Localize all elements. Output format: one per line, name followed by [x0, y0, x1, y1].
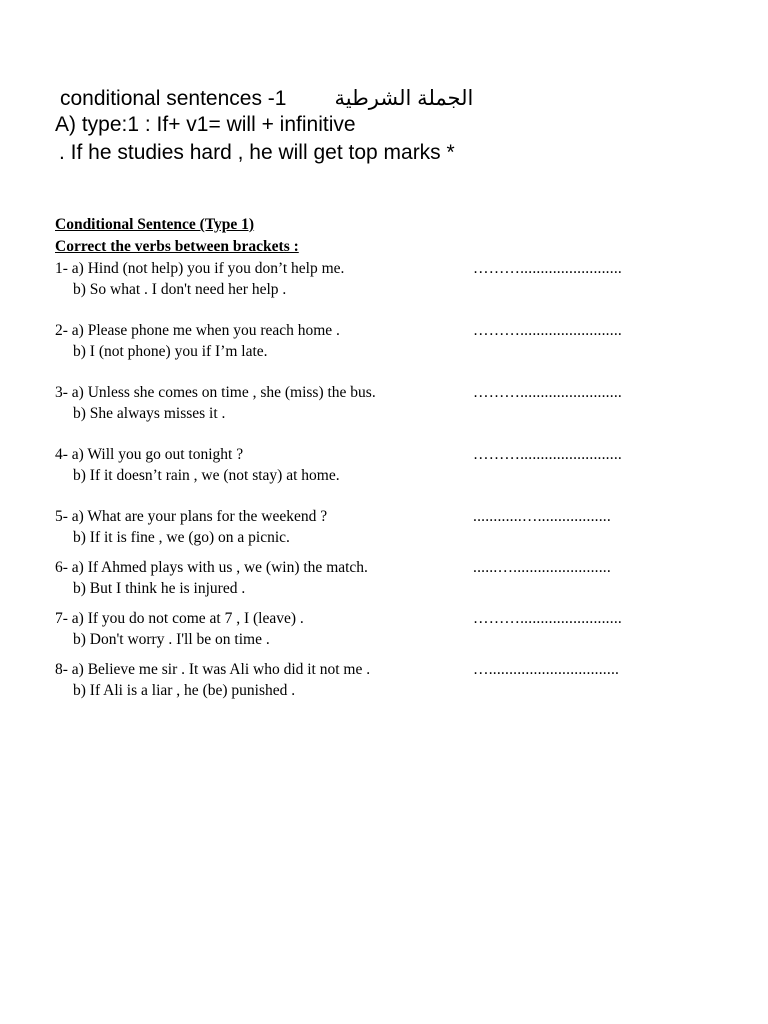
exercise-item-2 — [55, 321, 655, 362]
exercise-item-5 — [55, 507, 655, 548]
answer-blank[interactable]: ………......................... — [473, 384, 622, 401]
title-english: conditional sentences -1 — [60, 87, 287, 110]
answer-blank[interactable]: ......…........................ — [473, 559, 611, 576]
item-line-a: 5- a) What are your plans for the weekend ? — [55, 508, 328, 525]
exercise-item-6 — [55, 558, 655, 599]
item-line-b: b) She always misses it . — [73, 405, 226, 422]
exercise-item-3 — [55, 383, 655, 424]
exercise-item-1 — [55, 259, 655, 300]
exercise-heading: Conditional Sentence (Type 1) — [55, 216, 255, 233]
item-line-a: 2- a) Please phone me when you reach home . — [55, 322, 340, 339]
worksheet-title — [60, 86, 473, 111]
answer-blank[interactable]: ………......................... — [473, 260, 622, 277]
item-line-b: b) So what . I don't need her help . — [73, 281, 287, 298]
item-line-b: b) If Ali is a liar , he (be) punished . — [73, 682, 296, 699]
exercise-item-7 — [55, 609, 655, 650]
item-line-a: 4- a) Will you go out tonight ? — [55, 446, 244, 463]
item-line-a: 7- a) If you do not come at 7 , I (leave) . — [55, 610, 304, 627]
answer-blank[interactable]: ............….................. — [473, 508, 611, 525]
item-line-a: 8- a) Believe me sir . It was Ali who did it not me . — [55, 661, 371, 678]
item-line-b: b) But I think he is injured . — [73, 580, 246, 597]
exercise-item-4 — [55, 445, 655, 486]
item-line-b: b) If it doesn’t rain , we (not stay) at home. — [73, 467, 340, 484]
item-line-a: 1- a) Hind (not help) you if you don’t help me. — [55, 260, 345, 277]
item-line-a: 3- a) Unless she comes on time , she (miss) the bus. — [55, 384, 376, 401]
title-arabic: الجملة الشرطية — [334, 87, 474, 110]
example-sentence: . If he studies hard , he will get top marks * — [59, 141, 455, 164]
answer-blank[interactable]: ………......................... — [473, 610, 622, 627]
exercise-item-8 — [55, 660, 655, 701]
exercise-list — [55, 259, 655, 701]
exercise-instruction: Correct the verbs between brackets : — [55, 238, 299, 255]
item-line-b: b) If it is fine , we (go) on a picnic. — [73, 529, 290, 546]
grammar-rule: A) type:1 : If+ v1= will + infinitive — [55, 113, 356, 136]
answer-blank[interactable]: ………......................... — [473, 322, 622, 339]
answer-blank[interactable]: …................................ — [473, 661, 620, 678]
item-line-b: b) I (not phone) you if I’m late. — [73, 343, 268, 360]
item-line-a: 6- a) If Ahmed plays with us , we (win) the match. — [55, 559, 368, 576]
item-line-b: b) Don't worry . I'll be on time . — [73, 631, 270, 648]
answer-blank[interactable]: ………......................... — [473, 446, 622, 463]
